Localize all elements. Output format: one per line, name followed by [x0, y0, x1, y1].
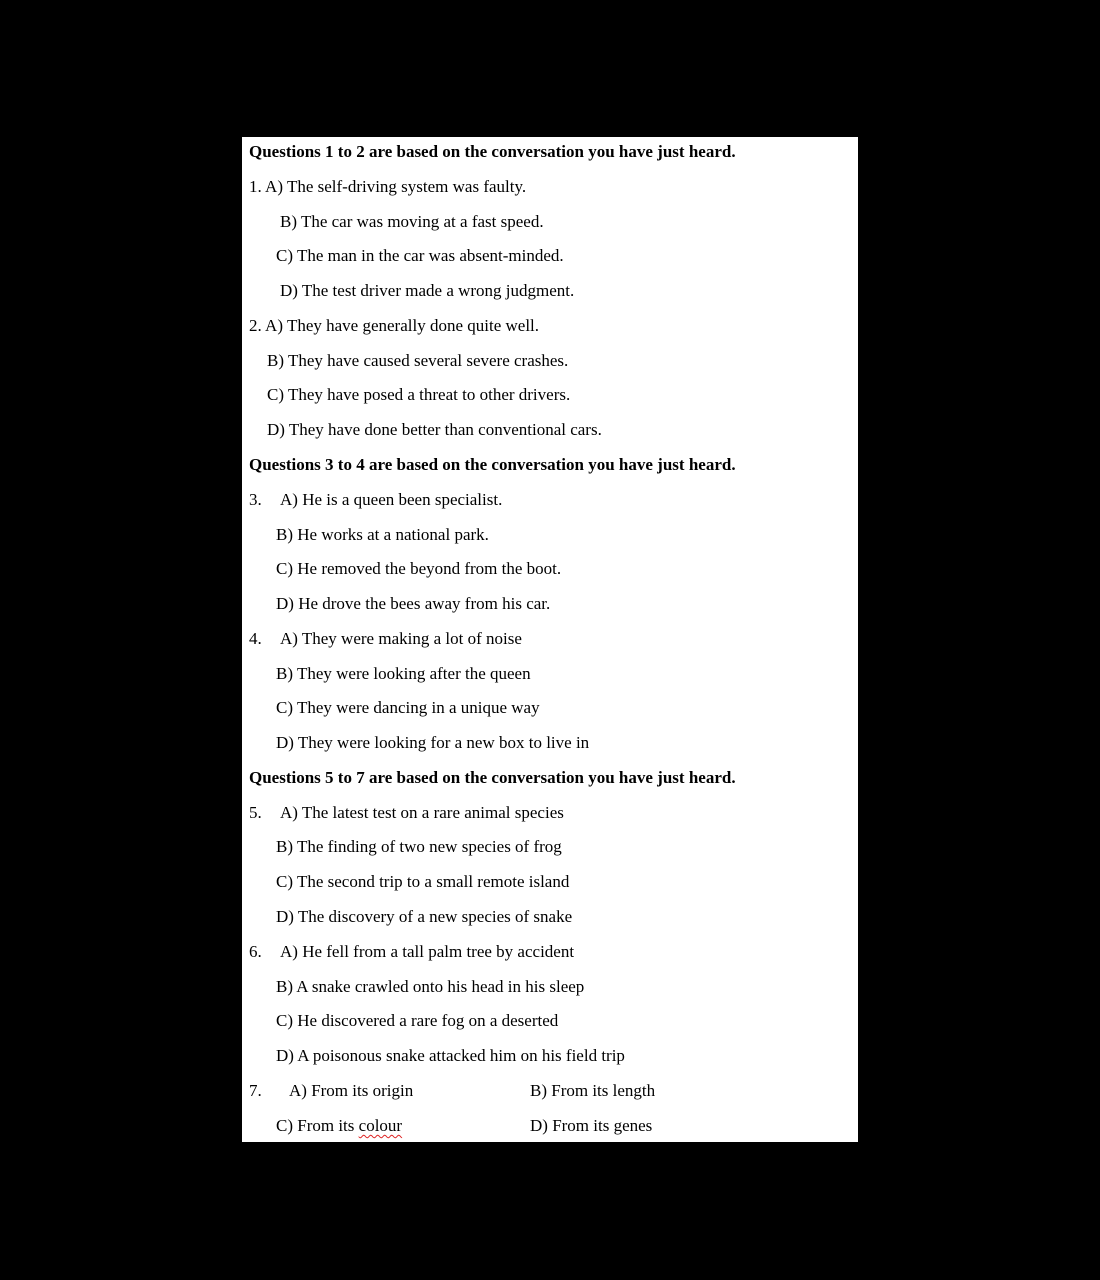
q5-option-a: A) The latest test on a rare animal species: [280, 803, 564, 822]
q5-number: 5.: [249, 803, 262, 822]
q3-number: 3.: [249, 490, 262, 509]
spellcheck-underlined-word: colour: [358, 1116, 403, 1135]
q5-option-c: C) The second trip to a small remote island: [276, 872, 570, 891]
q1-option-d: D) The test driver made a wrong judgment.: [280, 281, 575, 300]
q1-option-c: C) The man in the car was absent-minded.: [276, 246, 564, 265]
q5-option-b: B) The finding of two new species of frog: [276, 837, 562, 856]
q6-option-c: C) He discovered a rare fog on a deserted: [276, 1011, 559, 1030]
q7-option-b: B) From its length: [530, 1081, 656, 1100]
q6-option-b: B) A snake crawled onto his head in his sleep: [276, 977, 585, 996]
q2-option-d: D) They have done better than conventional cars.: [267, 420, 602, 439]
q5-option-d: D) The discovery of a new species of snake: [276, 907, 573, 926]
q4-option-c: C) They were dancing in a unique way: [276, 698, 540, 717]
q2-option-a: 2. A) They have generally done quite well.: [249, 316, 540, 335]
q3-option-c: C) He removed the beyond from the boot.: [276, 559, 562, 578]
q3-option-d: D) He drove the bees away from his car.: [276, 594, 551, 613]
q3-option-a: A) He is a queen been specialist.: [280, 490, 503, 509]
q7-option-c-prefix: C) From its: [276, 1116, 359, 1135]
q7-option-a: A) From its origin: [289, 1081, 414, 1100]
q1-option-b: B) The car was moving at a fast speed.: [280, 212, 544, 231]
q1-option-a: 1. A) The self-driving system was faulty.: [249, 177, 527, 196]
q4-option-d: D) They were looking for a new box to live in: [276, 733, 590, 752]
q6-option-a: A) He fell from a tall palm tree by accident: [280, 942, 575, 961]
q4-option-b: B) They were looking after the queen: [276, 664, 531, 683]
worksheet-page: [242, 137, 858, 1142]
q7-option-c: [276, 1116, 402, 1136]
section-heading: Questions 5 to 7 are based on the conversation you have just heard.: [249, 768, 736, 787]
q3-option-b: B) He works at a national park.: [276, 525, 489, 544]
q4-option-a: A) They were making a lot of noise: [280, 629, 522, 648]
q6-option-d: D) A poisonous snake attacked him on his field trip: [276, 1046, 625, 1065]
section-heading: Questions 1 to 2 are based on the conversation you have just heard.: [249, 142, 736, 161]
section-heading: Questions 3 to 4 are based on the conversation you have just heard.: [249, 455, 736, 474]
q2-option-b: B) They have caused several severe crashes.: [267, 351, 569, 370]
q4-number: 4.: [249, 629, 262, 648]
q7-number: 7.: [249, 1081, 262, 1100]
q6-number: 6.: [249, 942, 262, 961]
q2-option-c: C) They have posed a threat to other drivers.: [267, 385, 571, 404]
q7-option-d: D) From its genes: [530, 1116, 653, 1135]
